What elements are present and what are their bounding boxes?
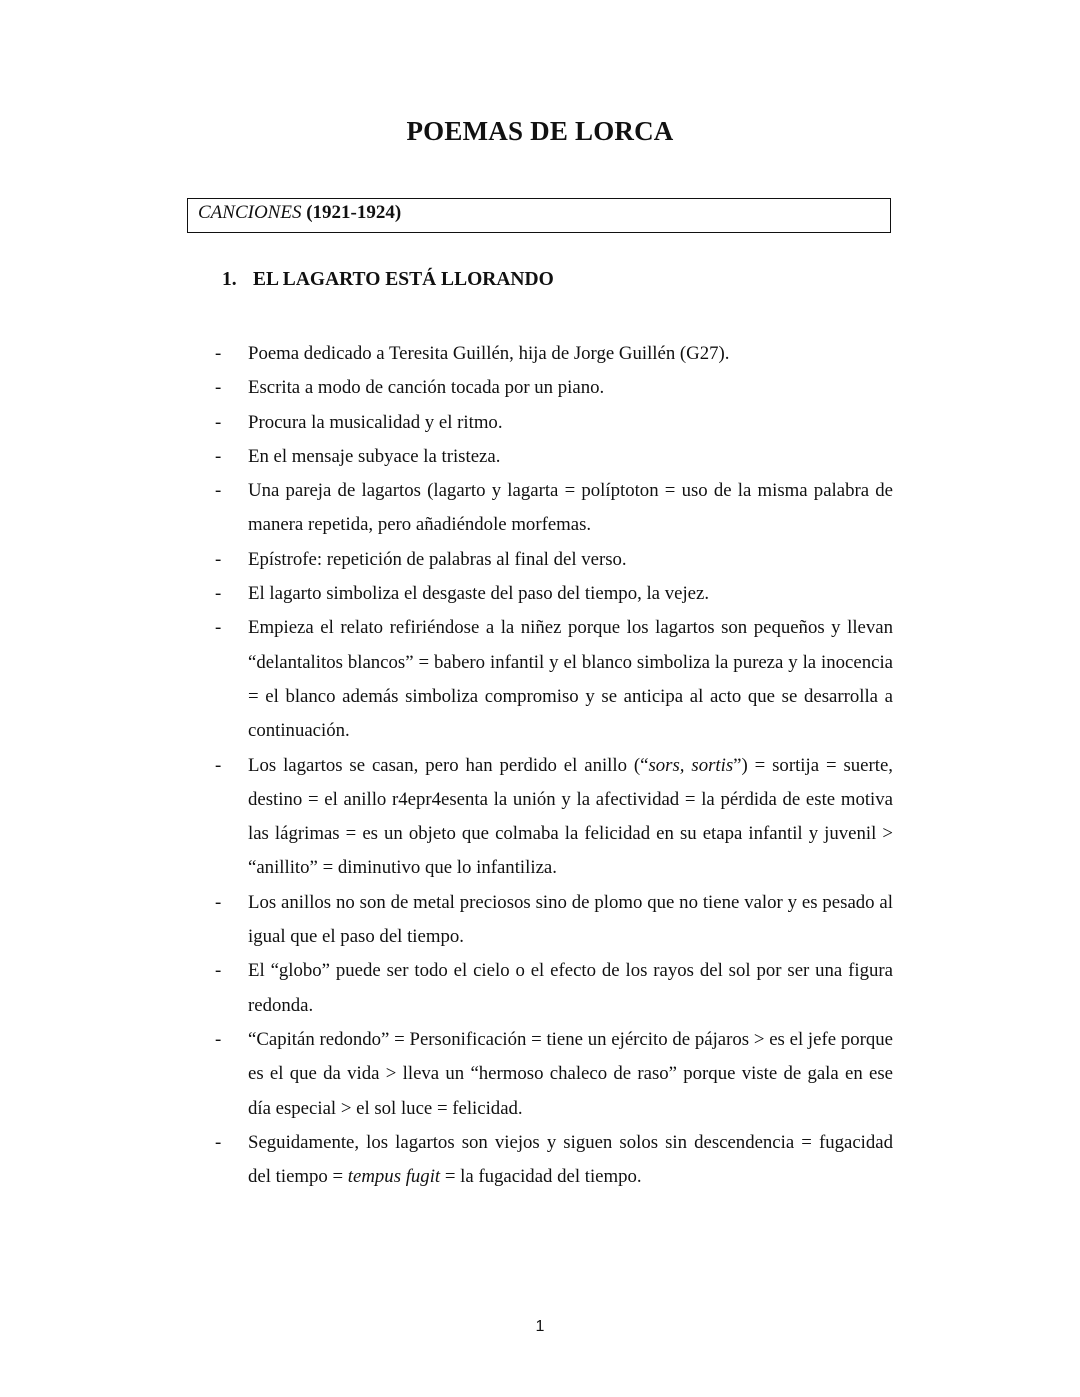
poem-title: EL LAGARTO ESTÁ LLORANDO — [253, 269, 554, 290]
bullet-dash: - — [215, 480, 222, 502]
poem-number: 1. — [222, 269, 237, 290]
list-item-text: “Capitán redondo” = Personificación = tiene un ejército de pájaros > es el jefe porque es el que da vida > lleva un “hermoso chaleco de raso” porque viste de gala en ese día especial > el sol luce = felicidad. — [248, 1028, 893, 1119]
list-item — [213, 406, 893, 440]
bullet-dash: - — [215, 1131, 222, 1153]
list-item-text: Poema dedicado a Teresita Guillén, hija de Jorge Guillén (G27). — [248, 343, 730, 364]
bullet-dash: - — [215, 548, 222, 570]
bullet-dash: - — [215, 754, 222, 776]
list-item-text: Escrita a modo de canción tocada por un piano. — [248, 377, 605, 399]
bullet-dash: - — [215, 960, 222, 982]
list-item-text: Epístrofe: repetición de palabras al final del verso. — [248, 548, 627, 570]
list-item — [213, 611, 893, 748]
bullet-dash: - — [215, 1028, 222, 1050]
bullet-dash: - — [215, 891, 222, 913]
list-item — [213, 1023, 893, 1126]
list-item-text: En el mensaje subyace la tristeza. — [248, 445, 501, 467]
list-item — [213, 440, 893, 474]
bullet-dash: - — [215, 377, 222, 399]
section-name: CANCIONES — [198, 202, 302, 223]
notes-list — [213, 337, 893, 1194]
italic-term: sors, sortis — [648, 754, 734, 776]
bullet-dash: - — [215, 583, 222, 605]
list-item — [213, 543, 893, 577]
bullet-dash: - — [215, 617, 222, 639]
list-item-text: ”) = sortija = suerte, destino = el anillo r4epr4esenta la unión y la afectividad = la pérdida de este motiva las lágrimas = es un objeto que colmaba la felicidad en su etapa infantil y juvenil > “anillito” = diminutivo que lo infantiliza. — [248, 754, 893, 879]
bullet-dash: - — [215, 445, 222, 467]
list-item — [213, 474, 893, 543]
list-item-text: Una pareja de lagartos (lagarto y lagarta = políptoton = uso de la misma palabra de manera repetida, pero añadiéndole morfemas. — [248, 480, 893, 536]
list-item-text: Los lagartos se casan, pero han perdido el anillo (“ — [248, 754, 649, 776]
page-number: 1 — [535, 1318, 545, 1335]
list-item — [213, 337, 893, 371]
section-header-box — [187, 198, 891, 233]
poem-heading — [222, 269, 554, 291]
bullet-dash: - — [215, 343, 222, 364]
list-item-text: Procura la musicalidad y el ritmo. — [248, 411, 503, 433]
bullet-dash: - — [215, 411, 222, 433]
list-item-text: El lagarto simboliza el desgaste del paso del tiempo, la vejez. — [248, 583, 710, 605]
italic-term: tempus fugit — [347, 1166, 441, 1188]
list-item-text: Empieza el relato refiriéndose a la niñez porque los lagartos son pequeños y llevan “delantalitos blancos” = babero infantil y el blanco simboliza la pureza y la inocencia = el blanco además simboliza compromiso y se anticipa al acto que se desarrolla a continuación. — [248, 617, 893, 742]
list-item — [213, 749, 893, 886]
section-years: (1921-1924) — [301, 202, 402, 223]
list-item-text: = la fugacidad del tiempo. — [440, 1166, 642, 1188]
list-item — [213, 954, 893, 1023]
list-item — [213, 577, 893, 611]
list-item — [213, 886, 893, 955]
list-item-text: Seguidamente, los lagartos son viejos y siguen solos sin descendencia = fugacidad del tiempo = — [248, 1131, 893, 1188]
list-item-text: Los anillos no son de metal preciosos sino de plomo que no tiene valor y es pesado al igual que el paso del tiempo. — [248, 891, 893, 948]
page-title: POEMAS DE LORCA — [406, 116, 674, 146]
list-item-text: El “globo” puede ser todo el cielo o el efecto de los rayos del sol por ser una figura redonda. — [248, 960, 893, 1016]
list-item — [213, 371, 893, 405]
list-item — [213, 1126, 893, 1195]
